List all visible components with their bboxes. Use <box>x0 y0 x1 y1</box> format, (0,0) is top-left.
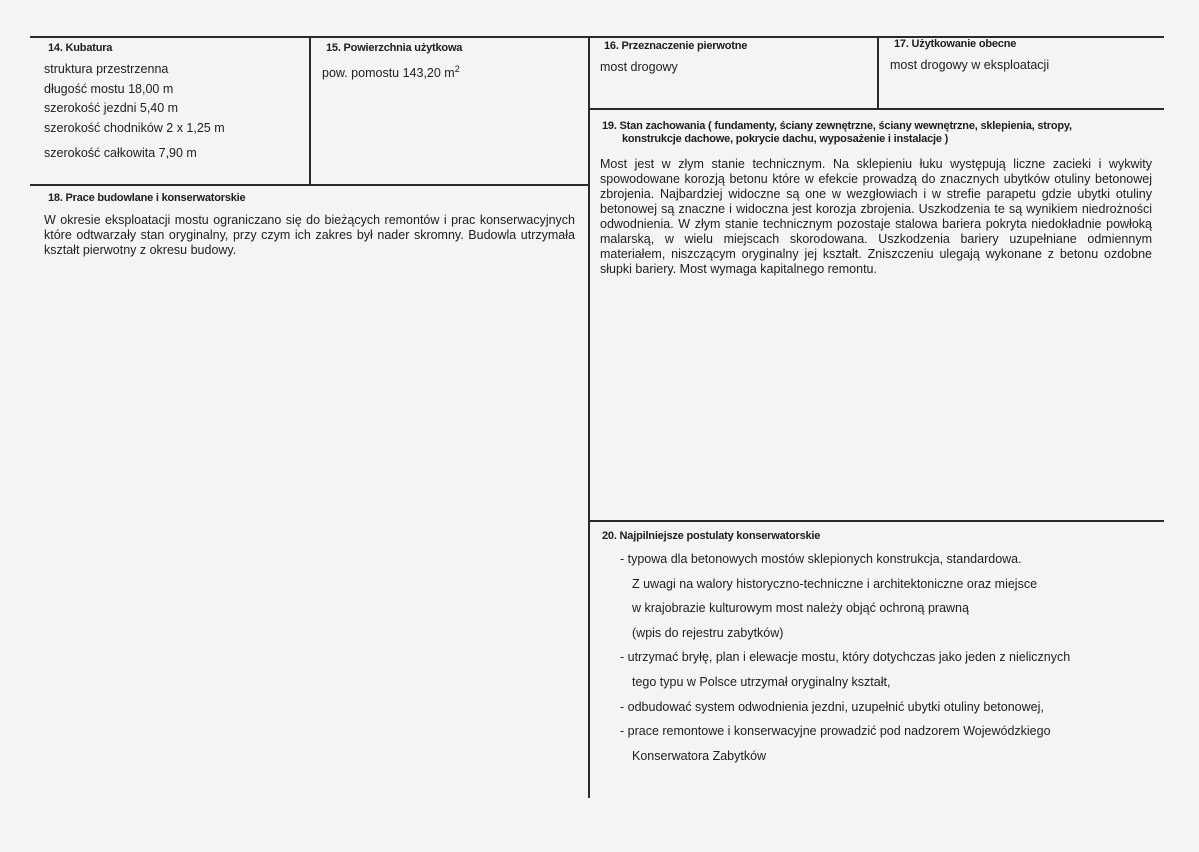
powierzchnia-unit-exponent: 2 <box>454 64 460 74</box>
section-uzytkowanie <box>890 38 1160 77</box>
kubatura-line: szerokość jezdni 5,40 m <box>44 101 179 115</box>
uzytkowanie-title: 17. Użytkowanie obecne <box>894 38 1017 50</box>
row3-divider-right <box>588 520 1164 522</box>
stan-text: Most jest w złym stanie technicznym. Na sklepieniu łuku występują liczne zacieki i wykwity spowodowane korozją betonu które w efekcie prowadzą do znacznych ubytków otuliny betonowej zbrojenia. Najbardziej widoczne są one w wezgłowiach i w strefie parapetu gdzie ubytki otuliny betonowej są znaczne i widoczna jest korozja zbrojenia. Uszkodzenia te są wynikiem niedrożności odwodnienia. W złym stanie technicznym pozostaje stalowa bariera pokryta niedokładnie powłoką malarską, w wielu miejscach skorodowana. Uszkodzenia bariery uzupełniane odmiennym materiałem, niszczącym oryginalny jej kształt. Zniszczeniu ulegają wykonane z betonu ozdobne słupki bariery. Most wymaga kapitalnego remontu. <box>600 157 1152 276</box>
section-stan <box>600 120 1152 277</box>
postulat-item: tego typu w Polsce utrzymał oryginalny kształt, <box>632 674 891 689</box>
postulat-item: w krajobrazie kulturowym most należy objąć ochroną prawną <box>632 601 969 616</box>
col-divider-main <box>588 36 590 798</box>
row1-divider-right <box>588 108 1164 110</box>
uzytkowanie-value: most drogowy w eksploatacji <box>890 58 1050 72</box>
postulat-item: - odbudować system odwodnienia jezdni, uzupełnić ubytki otuliny betonowej, <box>620 699 1044 714</box>
section-przeznaczenie <box>600 40 872 79</box>
section-prace <box>44 192 575 258</box>
prace-title: 18. Prace budowlane i konserwatorskie <box>48 192 246 204</box>
col-divider-14-15 <box>309 36 311 185</box>
kubatura-line: szerokość całkowita 7,90 m <box>44 146 197 160</box>
postulat-item: - prace remontowe i konserwacyjne prowadzić pod nadzorem Wojewódzkiego <box>620 724 1051 739</box>
stan-title <box>602 120 1152 146</box>
przeznaczenie-title: 16. Przeznaczenie pierwotne <box>604 40 748 52</box>
postulat-item: Konserwatora Zabytków <box>632 748 767 763</box>
stan-title-line2: konstrukcje dachowe, pokrycie dachu, wyposażenie i instalacje ) <box>622 133 949 145</box>
powierzchnia-value-text: pow. pomostu 143,20 m <box>322 66 455 80</box>
col-divider-16-17 <box>877 36 879 109</box>
przeznaczenie-value: most drogowy <box>600 60 678 74</box>
powierzchnia-value <box>322 58 584 85</box>
postulat-item: Z uwagi na walory historyczno-techniczne i architektoniczne oraz miejsce <box>632 576 1038 591</box>
kubatura-line: szerokość chodników 2 x 1,25 m <box>44 120 225 135</box>
section-powierzchnia <box>322 42 584 85</box>
kubatura-line: długość mostu 18,00 m <box>44 81 174 96</box>
postulat-item: - typowa dla betonowych mostów sklepionych konstrukcja, standardowa. <box>620 552 1022 566</box>
prace-text: W okresie eksploatacji mostu ograniczano się do bieżących remontów i prac konserwacyjnych które odtwarzały stan oryginalny, przy czym ich zakres był nader skromny. Budowla utrzymała kształt pierwotny z okresu budowy. <box>44 213 575 257</box>
postulaty-list <box>600 547 1160 768</box>
section-postulaty <box>600 530 1160 768</box>
kubatura-title: 14. Kubatura <box>48 42 113 54</box>
section-kubatura <box>44 42 306 165</box>
kubatura-line: struktura przestrzenna <box>44 62 169 76</box>
powierzchnia-title: 15. Powierzchnia użytkowa <box>326 42 463 54</box>
postulat-item: (wpis do rejestru zabytków) <box>632 625 784 640</box>
postulaty-title: 20. Najpilniejsze postulaty konserwatorskie <box>602 530 821 542</box>
stan-title-line1: 19. Stan zachowania ( fundamenty, ściany zewnętrzne, ściany wewnętrzne, sklepienia, stropy, <box>602 120 1072 132</box>
postulat-item: - utrzymać bryłę, plan i elewacje mostu, który dotychczas jako jeden z nielicznych <box>620 650 1071 665</box>
